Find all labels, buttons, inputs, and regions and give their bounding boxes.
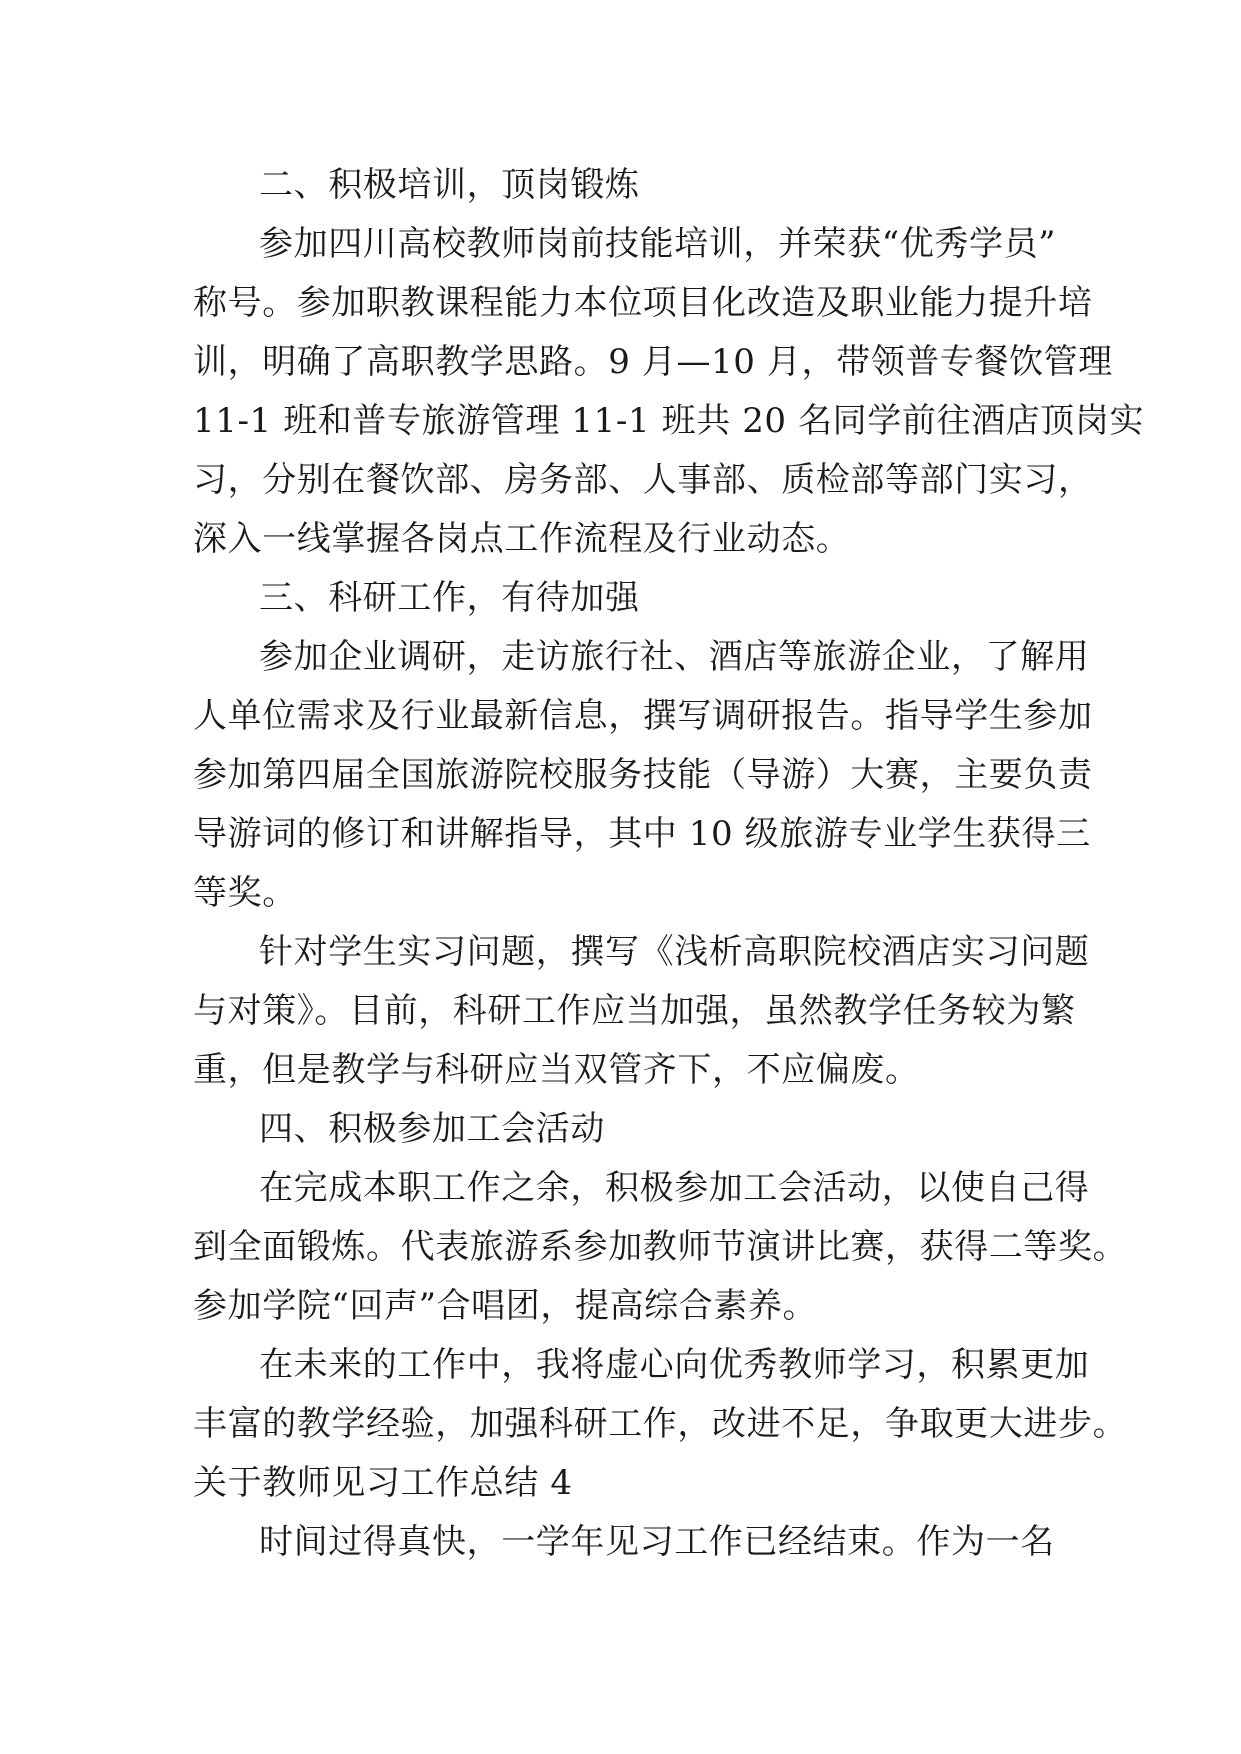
paragraph-line: 人单位需求及行业最新信息，撰写调研报告。指导学生参加 xyxy=(193,696,1093,736)
section-heading-3: 三、科研工作，有待加强 xyxy=(259,578,640,618)
document-body xyxy=(193,156,1145,1572)
paragraph-line: 深入一线掌握各岗点工作流程及行业动态。 xyxy=(193,519,851,559)
paragraph-line: 称号。参加职教课程能力本位项目化改造及职业能力提升培 xyxy=(193,283,1093,323)
paragraph-line: 等奖。 xyxy=(193,873,297,913)
paragraph-line: 与对策》。目前，科研工作应当加强，虽然教学任务较为繁 xyxy=(193,991,1076,1031)
paragraph-line: 针对学生实习问题，撰写《浅析高职院校酒店实习问题 xyxy=(259,932,1090,972)
paragraph-line: 训，明确了高职教学思路。9 月—10 月，带领普专餐饮管理 xyxy=(193,342,1113,382)
paragraph-line: 11-1 班和普专旅游管理 11-1 班共 20 名同学前往酒店顶岗实 xyxy=(193,401,1145,441)
paragraph-line: 重，但是教学与科研应当双管齐下，不应偏废。 xyxy=(193,1050,920,1090)
paragraph-line: 时间过得真快，一学年见习工作已经结束。作为一名 xyxy=(259,1522,1055,1562)
paragraph-line: 导游词的修订和讲解指导，其中 10 级旅游专业学生获得三 xyxy=(193,814,1091,854)
paragraph-line: 在未来的工作中，我将虚心向优秀教师学习，积累更加 xyxy=(259,1345,1090,1385)
paragraph-line: 习，分别在餐饮部、房务部、人事部、质检部等部门实习， xyxy=(193,460,1093,500)
paragraph-line: 丰富的教学经验，加强科研工作，改进不足，争取更大进步。 xyxy=(193,1404,1128,1444)
paragraph-line: 在完成本职工作之余，积极参加工会活动，以使自己得 xyxy=(259,1168,1090,1208)
paragraph-line: 参加四川高校教师岗前技能培训，并荣获“优秀学员” xyxy=(259,224,1057,264)
section-heading-2: 二、积极培训，顶岗锻炼 xyxy=(259,165,640,205)
section-heading-4: 四、积极参加工会活动 xyxy=(259,1109,605,1149)
paragraph-line: 参加第四届全国旅游院校服务技能（导游）大赛，主要负责 xyxy=(193,755,1093,795)
paragraph-line: 参加学院“回声”合唱团，提高综合素养。 xyxy=(193,1286,818,1326)
paragraph-line: 到全面锻炼。代表旅游系参加教师节演讲比赛，获得二等奖。 xyxy=(193,1227,1128,1267)
paragraph-line: 参加企业调研，走访旅行社、酒店等旅游企业，了解用 xyxy=(259,637,1090,677)
article-title: 关于教师见习工作总结 4 xyxy=(193,1463,573,1503)
